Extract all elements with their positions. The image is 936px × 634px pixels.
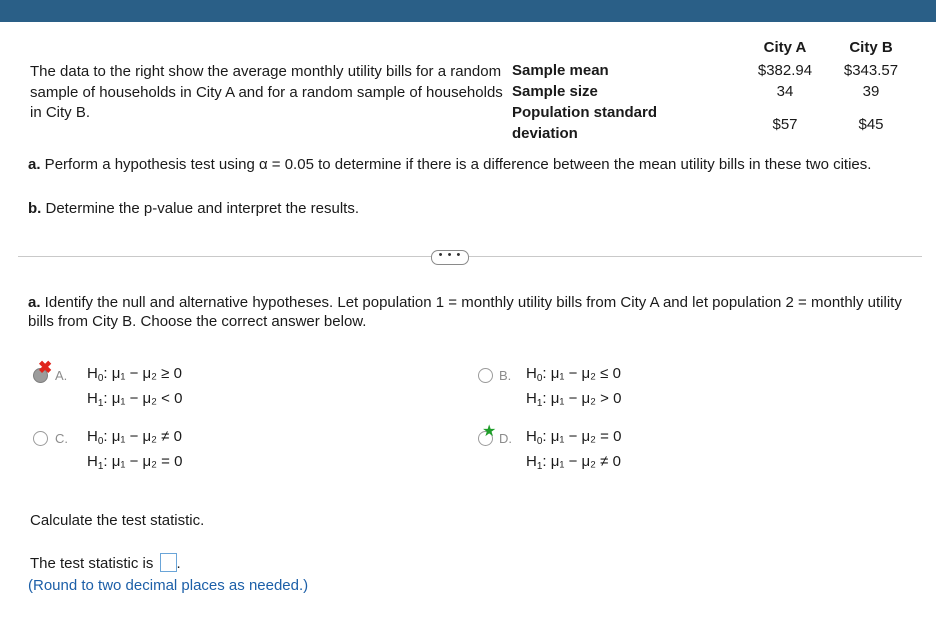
cell-size-b: 39 bbox=[862, 83, 880, 100]
rounding-note: (Round to two decimal places as needed.) bbox=[28, 577, 309, 594]
option-a-null: $H_0$: μ₁ − μ₂ ≥ 0 bbox=[87, 365, 182, 384]
col-header-city-b: City B bbox=[849, 39, 893, 56]
option-c-alternative: $H_1$: μ₁ − μ₂ = 0 bbox=[87, 453, 183, 472]
option-a-alternative: $H_1$: μ₁ − μ₂ < 0 bbox=[87, 390, 183, 409]
row-label-sample-size: Sample size bbox=[512, 83, 598, 100]
cell-sd-a: $57 bbox=[772, 116, 798, 133]
part-a-text-before: Perform a hypothesis test using bbox=[40, 156, 259, 173]
part-a-text-after: to determine if there is a difference between the mean utility bills in these two cities. bbox=[313, 156, 872, 173]
option-c-null: $H_0$: μ₁ − μ₂ ≠ 0 bbox=[87, 428, 182, 447]
expand-more-button[interactable]: • • • bbox=[431, 250, 469, 265]
row-label-sample-mean: Sample mean bbox=[512, 62, 609, 79]
option-b-letter: B. bbox=[499, 368, 512, 383]
divider-right bbox=[469, 256, 922, 257]
option-d-null: $H_0$: μ₁ − μ₂ = 0 bbox=[526, 428, 622, 447]
part-b-text: Determine the p-value and interpret the results. bbox=[41, 200, 360, 217]
cell-sd-b: $45 bbox=[858, 116, 884, 133]
part-a-instructions bbox=[28, 155, 918, 174]
test-statistic-input[interactable] bbox=[160, 553, 177, 572]
cell-mean-a: $382.94 bbox=[757, 62, 813, 79]
option-d-letter: D. bbox=[499, 431, 512, 446]
option-a-letter: A. bbox=[55, 368, 68, 383]
alpha-value: α = 0.05 bbox=[258, 156, 314, 173]
x-mark-icon: ✖ bbox=[38, 358, 53, 377]
option-b-alternative: $H_1$: μ₁ − μ₂ > 0 bbox=[526, 390, 622, 409]
option-c-letter: C. bbox=[55, 431, 68, 446]
top-bar bbox=[0, 0, 936, 22]
option-b-radio[interactable] bbox=[478, 368, 493, 383]
cell-mean-b: $343.57 bbox=[843, 62, 899, 79]
question-a bbox=[28, 293, 918, 331]
test-statistic-suffix: . bbox=[176, 555, 181, 572]
cell-size-a: 34 bbox=[776, 83, 794, 100]
part-b-instructions bbox=[28, 199, 918, 218]
question-a-letter: a. bbox=[28, 294, 41, 311]
option-d-alternative: $H_1$: μ₁ − μ₂ ≠ 0 bbox=[526, 453, 621, 472]
row-label-pop-sd-line2: deviation bbox=[512, 125, 578, 142]
part-b-letter: b. bbox=[28, 200, 42, 217]
test-statistic-label: The test statistic is bbox=[30, 555, 154, 572]
star-icon: ★ bbox=[482, 423, 497, 440]
test-statistic-line bbox=[30, 553, 181, 572]
option-c-radio[interactable] bbox=[33, 431, 48, 446]
col-header-city-a: City A bbox=[763, 39, 807, 56]
part-a-letter: a. bbox=[28, 156, 41, 173]
divider-left bbox=[18, 256, 431, 257]
calc-prompt: Calculate the test statistic. bbox=[30, 512, 205, 529]
question-a-text: Identify the null and alternative hypotheses. Let population 1 = monthly utility bills from City A and let population 2 = monthly utility bills from City B. Choose the correct answer below. bbox=[28, 294, 902, 330]
option-b-null: $H_0$: μ₁ − μ₂ ≤ 0 bbox=[526, 365, 621, 384]
problem-intro: The data to the right show the average monthly utility bills for a random sample of households in City A and for a random sample of households in City B. bbox=[30, 63, 503, 121]
row-label-pop-sd-line1: Population standard bbox=[512, 104, 658, 121]
